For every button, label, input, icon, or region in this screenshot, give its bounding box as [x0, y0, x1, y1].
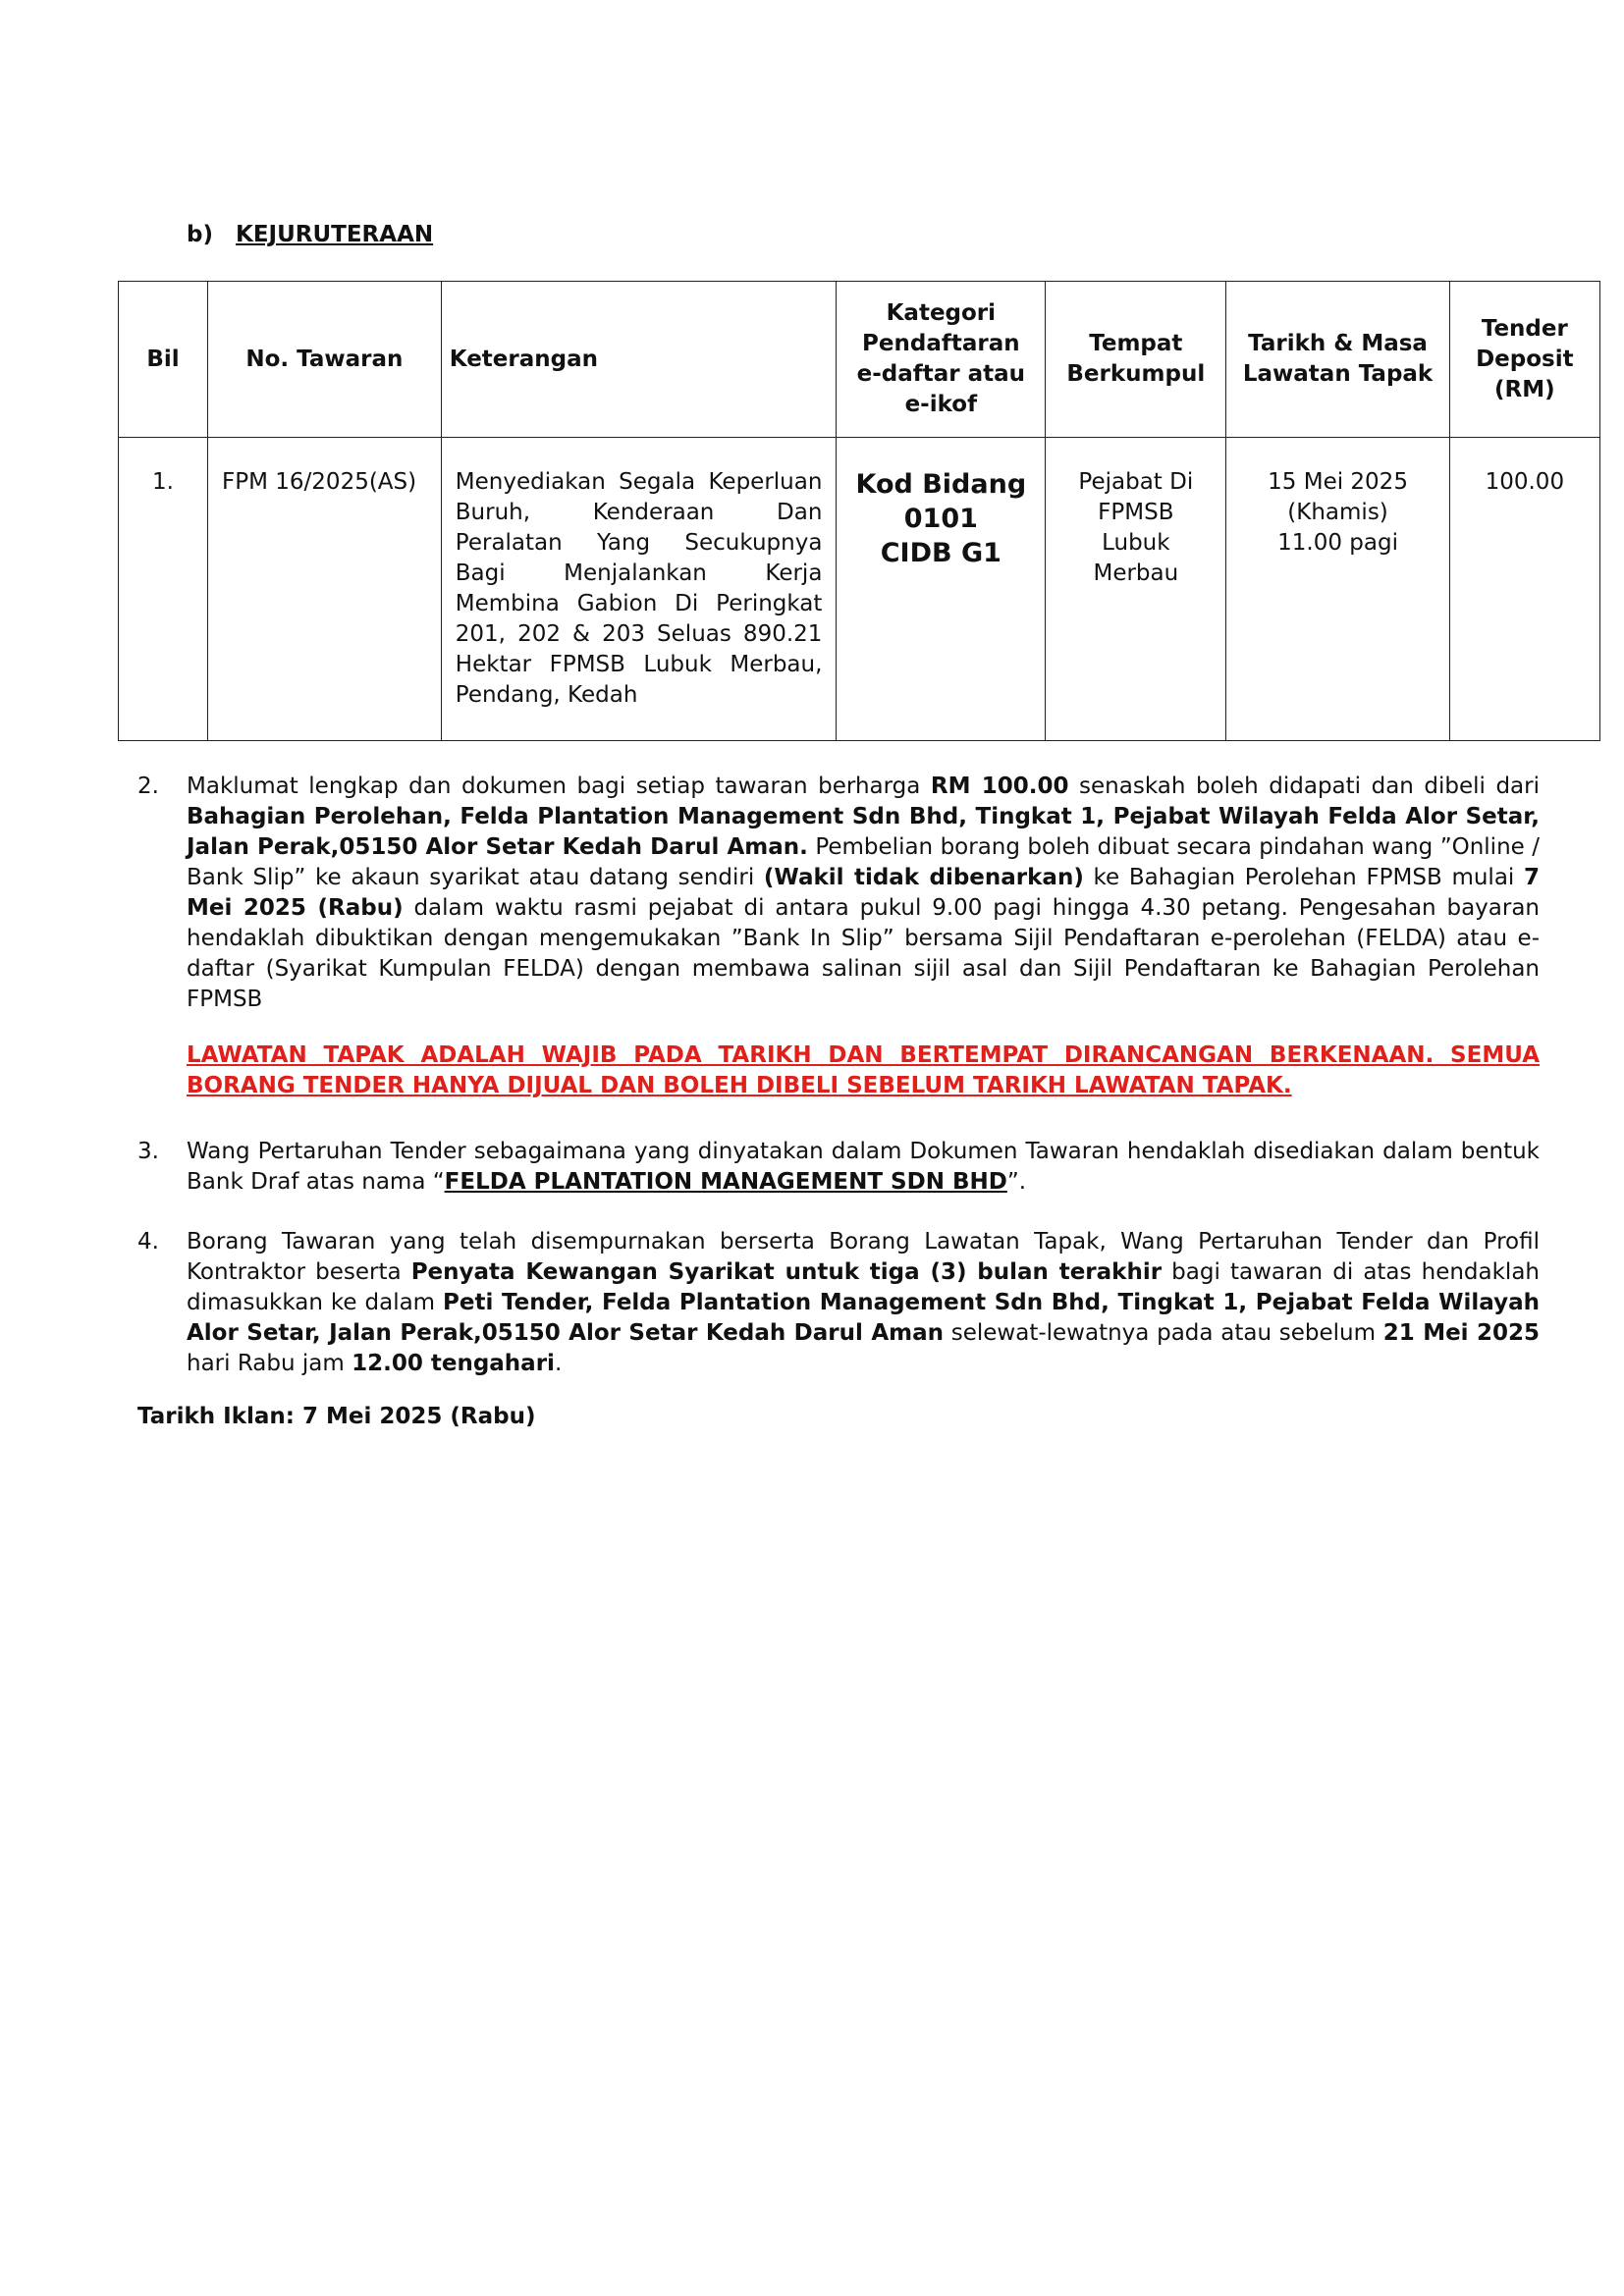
cell-tempat-line: FPMSB: [1098, 500, 1174, 525]
header-tempat: [1046, 282, 1226, 438]
cell-kategori-line: CIDB G1: [880, 538, 1001, 568]
section-heading: [187, 222, 433, 247]
cell-tarikh-line: 11.00 pagi: [1277, 530, 1398, 556]
paragraph-text: senaskah boleh didapati dan dibeli dari: [1068, 774, 1540, 799]
paragraph-bold-text: (Wakil tidak dibenarkan): [763, 865, 1084, 890]
paragraph-text: bagi tawaran di atas hendaklah dimasukkan ke dalam: [187, 1259, 1540, 1315]
site-visit-warning: LAWATAN TAPAK ADALAH WAJIB PADA TARIKH DAN BERTEMPAT DIRANCANGAN BERKENAAN. SEMUA BORANG TENDER HANYA DIJUAL DAN BOLEH DIBELI SEBELUM TARIKH LAWATAN TAPAK.: [187, 1042, 1540, 1098]
paragraph-body: [187, 1227, 1540, 1379]
paragraph-text: Borang Tawaran yang telah disempurnakan berserta Borang Lawatan Tapak, Wang Pertaruhan Tender dan Profil Kontraktor beserta: [187, 1229, 1540, 1285]
cell-kategori-line: 0101: [903, 504, 978, 534]
cell-tempat: [1046, 438, 1226, 741]
paragraph-bold-text: Bahagian Perolehan, Felda Plantation Management Sdn Bhd, Tingkat 1, Pejabat Wilayah Felda Alor Setar, Jalan Perak,05150 Alor Setar Kedah Darul Aman.: [187, 804, 1540, 860]
cell-bil: 1.: [119, 438, 208, 741]
paragraph-4: [137, 1227, 1540, 1379]
header-deposit: [1449, 282, 1599, 438]
header-tempat-line: Berkumpul: [1066, 361, 1206, 387]
header-deposit-line: (RM): [1494, 376, 1555, 402]
cell-tempat-line: Merbau: [1093, 561, 1179, 586]
cell-kategori: [837, 438, 1046, 741]
paragraph-number: 2.: [137, 774, 159, 799]
paragraph-2: [137, 772, 1540, 1015]
cell-tarikh: [1226, 438, 1449, 741]
paragraph-bold-text: FELDA PLANTATION MANAGEMENT SDN BHD: [444, 1169, 1007, 1195]
header-tarikh: [1226, 282, 1449, 438]
section-title: KEJURUTERAAN: [236, 222, 434, 247]
advert-date: Tarikh Iklan: 7 Mei 2025 (Rabu): [137, 1404, 536, 1429]
cell-no-tawaran: FPM 16/2025(AS): [208, 438, 442, 741]
cell-tarikh-line: 15 Mei 2025: [1268, 469, 1408, 495]
section-letter: b): [187, 222, 213, 247]
header-tempat-line: Tempat: [1089, 331, 1183, 356]
paragraph-text: Maklumat lengkap dan dokumen bagi setiap tawaran berharga: [187, 774, 931, 799]
paragraph-text: ke Bahagian Perolehan FPMSB mulai: [1083, 865, 1524, 890]
paragraph-bold-text: Peti Tender, Felda Plantation Management Sdn Bhd, Tingkat 1, Pejabat Felda Wilayah Alor Setar, Jalan Perak,05150 Alor Setar Kedah Darul Aman: [187, 1290, 1540, 1346]
paragraph-text: dalam waktu rasmi pejabat di antara pukul 9.00 pagi hingga 4.30 petang. Pengesahan bayaran hendaklah dibuktikan dengan mengemukakan ”Bank In Slip” bersama Sijil Pendaftaran e-perolehan (FELDA) atau e-daftar (Syarikat Kumpulan FELDA) dengan membawa salinan sijil asal dan Sijil Pendaftaran ke Bahagian Perolehan FPMSB: [187, 895, 1540, 1012]
header-kategori: [837, 282, 1046, 438]
paragraph-bold-text: RM 100.00: [930, 774, 1069, 799]
header-bil: Bil: [119, 282, 208, 438]
paragraph-bold-text: 21 Mei 2025: [1382, 1320, 1541, 1346]
tender-table: [118, 281, 1600, 741]
paragraph-text: selewat-lewatnya pada atau sebelum: [944, 1320, 1383, 1346]
paragraph-text: hari Rabu jam: [187, 1351, 352, 1376]
paragraph-number: 3.: [137, 1139, 159, 1164]
cell-tempat-line: Pejabat Di: [1078, 469, 1194, 495]
paragraph-number: 4.: [137, 1229, 159, 1255]
paragraph-body: [187, 772, 1540, 1015]
header-tarikh-line: Lawatan Tapak: [1242, 361, 1434, 387]
header-kategori-line: Pendaftaran: [862, 331, 1020, 356]
paragraph-3: [137, 1137, 1540, 1198]
paragraph-text: ”.: [1006, 1169, 1027, 1195]
header-deposit-line: Tender: [1481, 315, 1568, 342]
header-kategori-line: e-daftar atau: [856, 361, 1026, 387]
paragraph-text: .: [554, 1351, 563, 1376]
header-deposit-line: Deposit: [1476, 346, 1574, 372]
paragraph-body: [187, 1137, 1540, 1198]
table-row: [119, 438, 1600, 741]
paragraph-bold-text: 12.00 tengahari: [352, 1351, 555, 1376]
cell-keterangan: Menyediakan Segala Keperluan Buruh, Kenderaan Dan Peralatan Yang Secukupnya Bagi Menjalankan Kerja Membina Gabion Di Peringkat 201, 202 & 203 Seluas 890.21 Hektar FPMSB Lubuk Merbau, Pendang, Kedah: [441, 438, 837, 741]
header-kategori-line: Kategori: [886, 300, 997, 326]
paragraph-text: Wang Pertaruhan Tender sebagaimana yang dinyatakan dalam Dokumen Tawaran hendaklah disediakan dalam bentuk Bank Draf atas nama “: [187, 1139, 1540, 1195]
cell-kategori-line: Kod Bidang: [855, 469, 1027, 500]
header-tarikh-line: Tarikh & Masa: [1248, 331, 1428, 356]
header-no-tawaran: No. Tawaran: [208, 282, 442, 438]
header-kategori-line: e-ikof: [904, 392, 978, 417]
paragraph-bold-text: 7 Mei 2025 (Rabu): [187, 865, 1541, 921]
cell-deposit: 100.00: [1449, 438, 1599, 741]
cell-tempat-line: Lubuk: [1102, 530, 1170, 556]
table-header-row: [119, 282, 1600, 438]
paragraph-bold-text: Penyata Kewangan Syarikat untuk tiga (3) bulan terakhir: [410, 1259, 1163, 1285]
header-keterangan: Keterangan: [441, 282, 837, 438]
paragraph-text: Pembelian borang boleh dibuat secara pindahan wang ”Online / Bank Slip” ke akaun syarikat atau datang sendiri: [187, 834, 1540, 890]
cell-tarikh-line: (Khamis): [1287, 500, 1388, 525]
